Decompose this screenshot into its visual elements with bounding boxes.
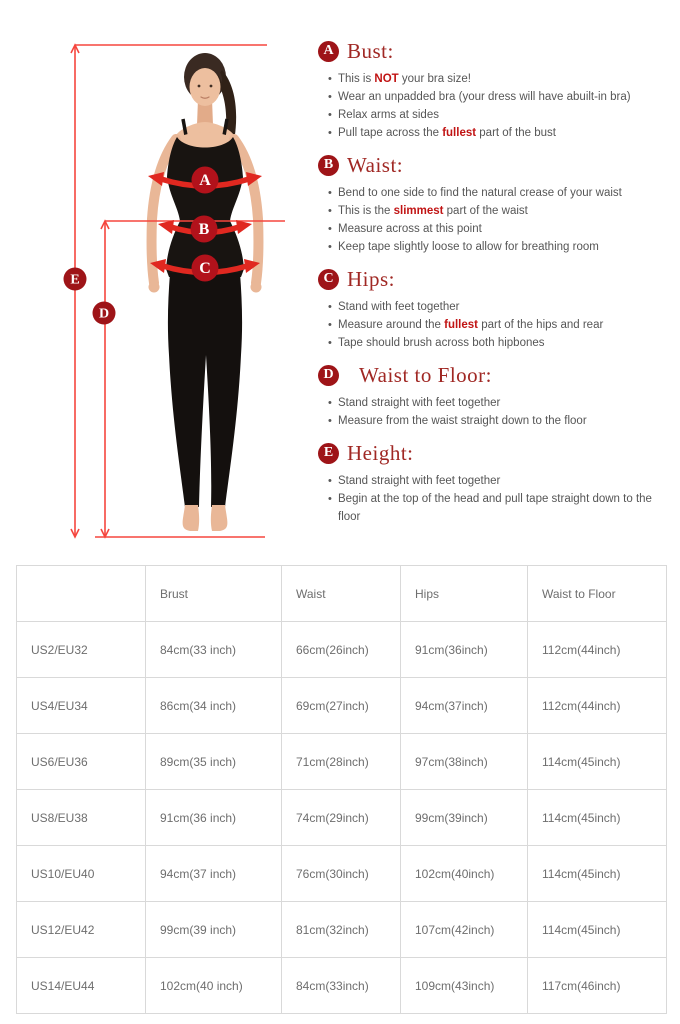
section-title-bust: Bust: [347,38,394,63]
section-title-waist: Waist: [347,152,404,177]
bullet-text: Relax arms at sides [338,109,439,121]
bullet-item [328,220,672,238]
measurement-cell: 97cm(38inch) [401,734,528,790]
table-row [17,622,667,678]
bullet-dot: • [328,91,332,103]
measurement-cell: 99cm(39 inch) [146,902,282,958]
measurement-cell: 69cm(27inch) [282,678,401,734]
bullet-text: Stand straight with feet together [338,475,501,487]
measurement-cell: 91cm(36inch) [401,622,528,678]
table-row [17,846,667,902]
bullet-dot: • [328,187,332,199]
measurement-cell: 84cm(33 inch) [146,622,282,678]
measurement-cell: 107cm(42inch) [401,902,528,958]
section-title-height: Height: [347,440,414,465]
bullet-item [328,394,672,412]
badge-a-label: A [199,172,211,189]
table-row [17,734,667,790]
bullet-item [328,316,672,334]
bullet-text: Measure from the waist straight down to the floor [338,415,587,427]
column-header [17,566,146,622]
bullet-text: Measure across at this point [338,223,482,235]
bullet-item [328,70,672,88]
section-badge-height: E [318,443,339,464]
section-heading-waist-to-floor [318,362,672,388]
bullet-item [328,298,672,316]
table-row [17,678,667,734]
section-badge-waist-to-floor: D [318,365,339,386]
size-label-cell: US14/EU44 [17,958,146,1014]
model-diagram [40,25,312,555]
bullet-item [328,184,672,202]
measurement-cell: 109cm(43inch) [401,958,528,1014]
measurement-cell: 114cm(45inch) [528,734,667,790]
bullet-text: Measure around the fullest part of the hips and rear [338,319,604,331]
section-bullets-height [318,472,672,526]
instruction-section-height [318,440,672,526]
bullet-item [328,88,672,106]
column-header: Brust [146,566,282,622]
instruction-section-waist-to-floor [318,362,672,430]
badge-e-label: E [70,272,80,288]
size-table-head [17,566,667,622]
model-figure [149,53,262,531]
bullet-item [328,106,672,124]
bullet-text: This is NOT your bra size! [338,73,471,85]
section-badge-bust: A [318,41,339,62]
bullet-item [328,202,672,220]
section-bullets-bust [318,70,672,142]
section-bullets-waist [318,184,672,256]
measurement-cell: 74cm(29inch) [282,790,401,846]
measurement-cell: 102cm(40inch) [401,846,528,902]
table-row [17,902,667,958]
measurement-cell: 94cm(37inch) [401,678,528,734]
measurement-cell: 86cm(34 inch) [146,678,282,734]
bullet-dot: • [328,241,332,253]
bullet-item [328,238,672,256]
measurement-cell: 99cm(39inch) [401,790,528,846]
bullet-dot: • [328,109,332,121]
measurement-cell: 76cm(30inch) [282,846,401,902]
measurement-cell: 91cm(36 inch) [146,790,282,846]
bullet-item [328,124,672,142]
section-title-waist-to-floor: Waist to Floor: [359,362,492,387]
column-header: Waist to Floor [528,566,667,622]
size-label-cell: US10/EU40 [17,846,146,902]
table-row [17,790,667,846]
badge-d-label: D [98,306,110,322]
bullet-dot: • [328,73,332,85]
column-header: Waist [282,566,401,622]
measurement-cell: 102cm(40 inch) [146,958,282,1014]
section-heading-height [318,440,672,466]
badge-c-label: C [199,260,211,277]
bullet-text: Keep tape slightly loose to allow for breathing room [338,241,599,253]
measurement-cell: 112cm(44inch) [528,622,667,678]
size-table-body [17,622,667,1014]
size-label-cell: US4/EU34 [17,678,146,734]
bullet-dot: • [328,205,332,217]
bullet-dot: • [328,223,332,235]
section-title-hips: Hips: [347,266,396,291]
bullet-text: Stand with feet together [338,301,460,313]
measurement-cell: 89cm(35 inch) [146,734,282,790]
instruction-section-waist [318,152,672,256]
section-heading-hips [318,266,672,292]
section-heading-bust [318,38,672,64]
bullet-dot: • [328,397,332,409]
bullet-text: Pull tape across the fullest part of the bust [338,127,556,139]
size-label-cell: US2/EU32 [17,622,146,678]
section-bullets-hips [318,298,672,352]
instruction-section-hips [318,266,672,352]
section-badge-waist: B [318,155,339,176]
column-header: Hips [401,566,528,622]
measurement-cell: 84cm(33inch) [282,958,401,1014]
bullet-dot: • [328,319,332,331]
bullet-item [328,472,672,490]
table-row [17,958,667,1014]
measurement-cell: 66cm(26inch) [282,622,401,678]
instruction-section-bust [318,38,672,142]
measurement-cell: 71cm(28inch) [282,734,401,790]
bullet-text: Tape should brush across both hipbones [338,337,545,349]
bullet-dot: • [328,127,332,139]
measurement-cell: 94cm(37 inch) [146,846,282,902]
measurement-cell: 81cm(32inch) [282,902,401,958]
bullet-dot: • [328,493,332,505]
size-label-cell: US8/EU38 [17,790,146,846]
bullet-dot: • [328,415,332,427]
size-label-cell: US6/EU36 [17,734,146,790]
measurement-cell: 117cm(46inch) [528,958,667,1014]
bullet-item [328,334,672,352]
size-table [16,565,667,1014]
bullet-text: This is the slimmest part of the waist [338,205,528,217]
measurement-cell: 112cm(44inch) [528,678,667,734]
measurement-cell: 114cm(45inch) [528,790,667,846]
bullet-dot: • [328,301,332,313]
bullet-dot: • [328,337,332,349]
bullet-text: Wear an unpadded bra (your dress will have abuilt-in bra) [338,91,631,103]
bullet-text: Bend to one side to find the natural crease of your waist [338,187,622,199]
bullet-dot: • [328,475,332,487]
badge-b-label: B [198,221,210,238]
instructions-column [318,38,672,536]
bullet-text: Stand straight with feet together [338,397,501,409]
section-heading-waist [318,152,672,178]
measurement-cell: 114cm(45inch) [528,902,667,958]
section-bullets-waist-to-floor [318,394,672,430]
section-badge-hips: C [318,269,339,290]
table-header-row [17,566,667,622]
bullet-item [328,412,672,430]
measurement-cell: 114cm(45inch) [528,846,667,902]
bullet-item [328,490,672,526]
bullet-text: Begin at the top of the head and pull tape straight down to the floor [338,493,652,523]
size-label-cell: US12/EU42 [17,902,146,958]
